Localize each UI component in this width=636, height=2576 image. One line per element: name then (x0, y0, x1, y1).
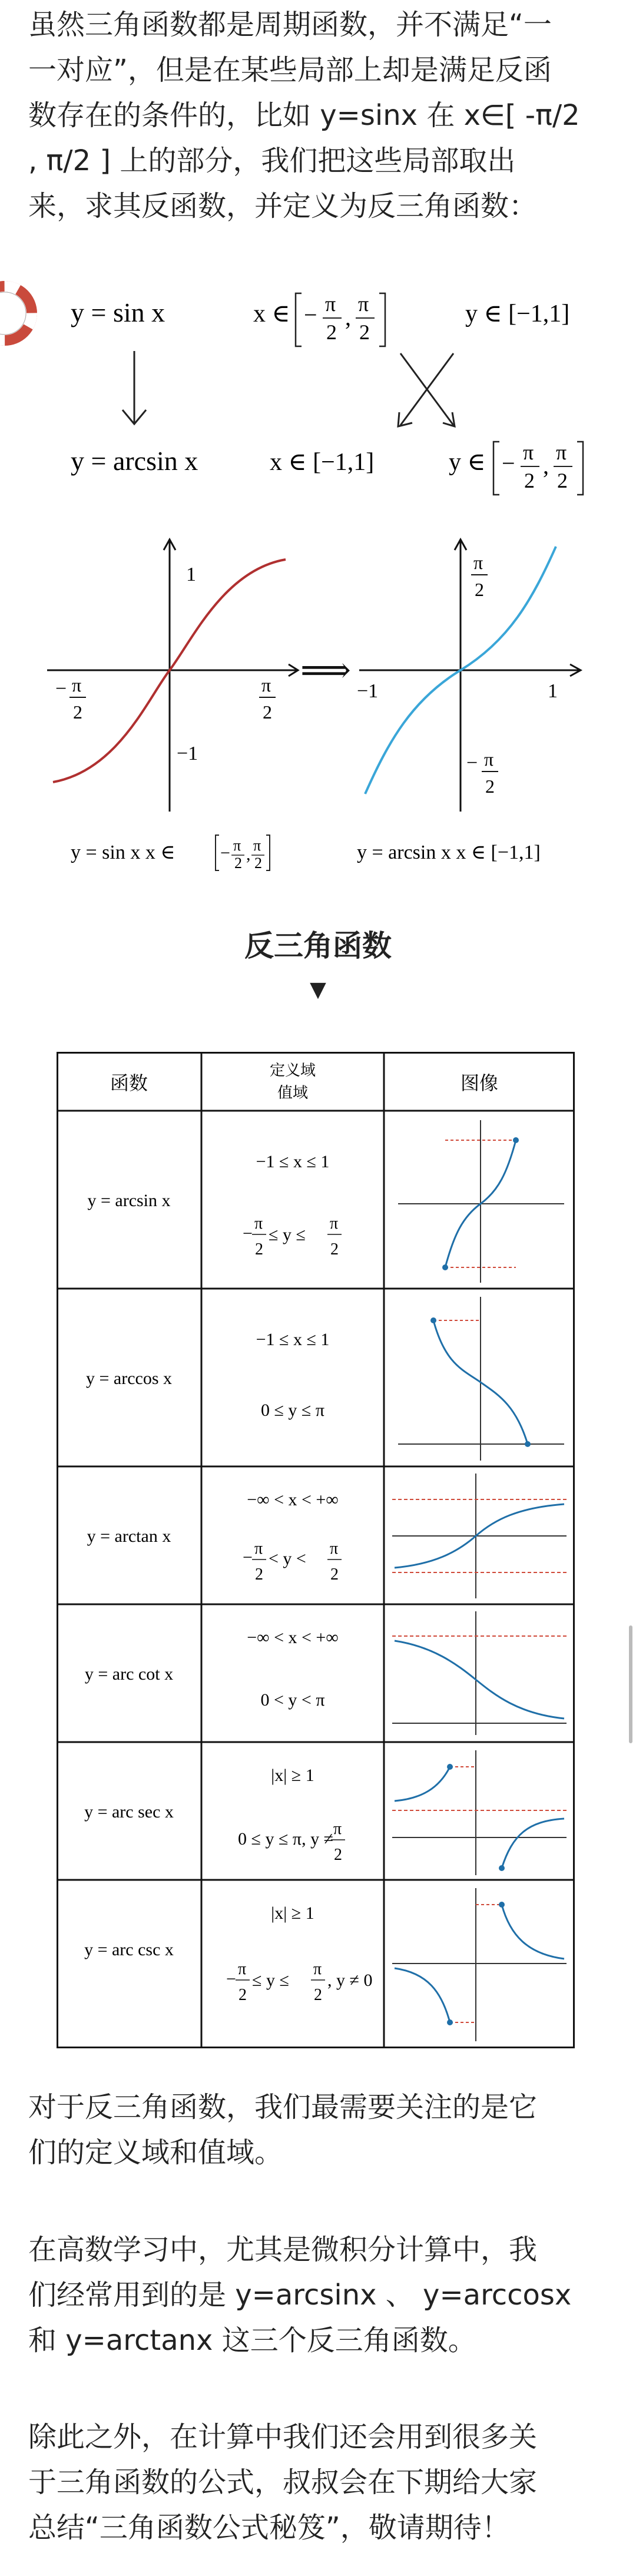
svg-text:π: π (330, 1539, 339, 1558)
svg-text:2: 2 (255, 1240, 263, 1259)
outro-line: 总结“三角函数公式秘笈”，敬请期待！ (28, 2511, 510, 2544)
svg-text:2: 2 (475, 579, 484, 600)
down-triangle-icon: ▼ (310, 978, 326, 1002)
table-row (87, 1120, 564, 1283)
outro-line: 除此之外，在计算中我们还会用到很多关 (28, 2421, 538, 2454)
svg-text:2: 2 (524, 469, 535, 492)
svg-text:π: π (313, 1960, 322, 1978)
svg-text:−: − (220, 843, 230, 863)
intro-line: , π/2 ] 上的部分，我们把这些局部取出 (28, 144, 516, 177)
svg-text:2: 2 (263, 701, 272, 723)
svg-text:π: π (261, 674, 271, 696)
svg-text:|x| ≥ 1: |x| ≥ 1 (271, 1766, 314, 1785)
outro-line: 在高数学习中，尤其是微积分计算中，我 (28, 2233, 538, 2266)
svg-text:,: , (246, 845, 251, 864)
definition-diagram (0, 276, 636, 900)
arccsc-mini-graph (392, 1888, 567, 2041)
svg-text:2: 2 (334, 1846, 342, 1864)
header-domain-range: 定义域 (269, 1062, 316, 1079)
arcsin-range-prefix: y ∈ (449, 449, 486, 476)
svg-text:,: , (543, 452, 549, 479)
outro-line: 们的定义域和值域。 (28, 2136, 283, 2169)
svg-text:−1 ≤ x ≤ 1: −1 ≤ x ≤ 1 (256, 1330, 330, 1349)
svg-text:2: 2 (330, 1565, 339, 1584)
outro-paragraph-1 (28, 2085, 611, 2176)
svg-text:2: 2 (330, 1240, 339, 1259)
svg-text:≤ y ≤: ≤ y ≤ (269, 1225, 306, 1244)
svg-text:2: 2 (254, 855, 262, 872)
outro-line: 于三角函数的公式，叔叔会在下期给大家 (28, 2466, 538, 2499)
svg-text:π: π (238, 1960, 247, 1978)
header-function: 函数 (110, 1072, 148, 1094)
table-row (87, 1474, 567, 1598)
outro-line: 对于反三角函数，我们最需要关注的是它 (28, 2091, 538, 2124)
svg-text:π: π (325, 292, 336, 316)
svg-text:2: 2 (359, 320, 370, 344)
svg-text:值域: 值域 (277, 1084, 309, 1101)
svg-text:2: 2 (485, 776, 495, 797)
arcsin-caption: y = arcsin x x ∈ [−1,1] (357, 842, 541, 863)
svg-text:0 ≤ y ≤ π: 0 ≤ y ≤ π (260, 1400, 325, 1420)
svg-text:π: π (253, 837, 261, 854)
intro-paragraph (28, 2, 611, 229)
outro-paragraph-2 (28, 2227, 611, 2363)
sin-caption (71, 835, 270, 872)
svg-text:y = arccos x: y = arccos x (85, 1369, 173, 1388)
down-arrow-icon (122, 351, 146, 424)
intro-line: 虽然三角函数都是周期函数，并不满足“一 (28, 8, 552, 41)
header-graph: 图像 (460, 1072, 499, 1094)
sin-y-tick: 1 (186, 564, 196, 585)
svg-text:≤ y ≤: ≤ y ≤ (252, 1971, 289, 1990)
arcsin-domain: x ∈ [−1,1] (270, 449, 375, 476)
svg-text:π: π (358, 292, 369, 316)
sin-definition: y = sin x (71, 297, 165, 327)
outro-line: 和 y=arctanx 这三个反三角函数。 (28, 2324, 476, 2357)
svg-text:y = arctan x: y = arctan x (87, 1527, 171, 1546)
svg-text:−: − (243, 1548, 253, 1567)
svg-text:y = arc sec x: y = arc sec x (84, 1802, 174, 1822)
svg-text:2: 2 (326, 320, 337, 344)
svg-text:π: π (556, 441, 567, 464)
svg-text:2: 2 (557, 469, 568, 492)
svg-text:< y <: < y < (269, 1549, 306, 1568)
table-row (84, 1750, 567, 1875)
arccot-mini-graph (392, 1611, 567, 1735)
arcsin-x-tick: 1 (548, 680, 558, 702)
table-row (84, 1888, 567, 2041)
svg-text:2: 2 (314, 1986, 322, 2004)
definition-figure (0, 276, 636, 900)
svg-text:π: π (484, 749, 494, 770)
table-title: 反三角函数 (244, 929, 392, 963)
svg-text:π: π (523, 441, 534, 464)
svg-text:0 < y < π: 0 < y < π (260, 1690, 325, 1710)
svg-text:0 ≤ y ≤ π, y ≠: 0 ≤ y ≤ π, y ≠ (238, 1829, 334, 1849)
lifebuoy-icon (0, 286, 32, 340)
svg-text:−: − (466, 752, 478, 774)
svg-text:2: 2 (255, 1565, 263, 1584)
arcsin-graph (357, 539, 581, 812)
table-row (85, 1611, 567, 1735)
svg-text:y = arc cot x: y = arc cot x (84, 1664, 174, 1684)
svg-text:π: π (72, 674, 82, 696)
svg-text:−: − (243, 1224, 253, 1243)
svg-text:π: π (233, 837, 241, 854)
svg-text:π: π (254, 1214, 263, 1233)
arcsin-mini-graph (398, 1120, 564, 1283)
svg-text:π: π (333, 1820, 342, 1838)
svg-text:y = arc csc x: y = arc csc x (84, 1940, 174, 1959)
arcsin-x-tick-neg: −1 (357, 680, 379, 702)
table-row (86, 1297, 564, 1461)
cross-arrows-icon (398, 353, 455, 426)
svg-text:−: − (226, 1969, 236, 1989)
intro-line: 数存在的条件的，比如 y=sinx 在 x∈[ -π/2 (28, 99, 580, 132)
sin-domain-interval (296, 292, 385, 346)
sin-range: y ∈ [−1,1] (465, 300, 570, 327)
svg-text:, y ≠ 0: , y ≠ 0 (327, 1971, 373, 1990)
svg-text:2: 2 (73, 701, 82, 723)
svg-text:−: − (55, 678, 67, 700)
implies-arrow-icon: ⟹ (300, 651, 352, 690)
svg-text:π: π (330, 1214, 339, 1233)
scrollbar-thumb[interactable] (629, 1625, 632, 1743)
sin-graph (47, 539, 298, 812)
arctan-mini-graph (392, 1474, 567, 1598)
outro-line: 们经常用到的是 y=arcsinx 、 y=arccosx (28, 2279, 572, 2312)
svg-text:−∞ < x < +∞: −∞ < x < +∞ (247, 1628, 339, 1647)
arcsec-mini-graph (392, 1750, 567, 1875)
svg-text:y = arcsin x: y = arcsin x (87, 1191, 171, 1210)
sin-y-tick-neg: −1 (177, 743, 198, 764)
svg-text:π: π (254, 1539, 263, 1558)
svg-text:,: , (345, 304, 351, 330)
svg-text:2: 2 (234, 855, 242, 872)
outro-paragraph-3 (28, 2415, 611, 2551)
svg-text:y = sin x x ∈: y = sin x x ∈ (71, 842, 175, 863)
svg-text:−1 ≤ x ≤ 1: −1 ≤ x ≤ 1 (256, 1152, 330, 1171)
svg-text:−: − (502, 450, 515, 476)
svg-text:−∞ < x < +∞: −∞ < x < +∞ (247, 1490, 339, 1509)
svg-text:|x| ≥ 1: |x| ≥ 1 (271, 1903, 314, 1923)
sin-domain-prefix: x ∈ (253, 300, 290, 327)
arcsin-definition: y = arcsin x (71, 446, 198, 476)
svg-text:−: − (304, 302, 317, 328)
arcsin-range-interval (493, 441, 583, 495)
table-svg (57, 1052, 575, 2048)
inverse-trig-table (57, 1052, 575, 2048)
intro-line: 来，求其反函数，并定义为反三角函数： (28, 190, 538, 223)
arccos-mini-graph (398, 1297, 564, 1461)
svg-text:π: π (473, 552, 483, 573)
intro-line: 一对应”，但是在某些局部上却是满足反函 (28, 54, 552, 87)
svg-text:2: 2 (238, 1986, 247, 2004)
